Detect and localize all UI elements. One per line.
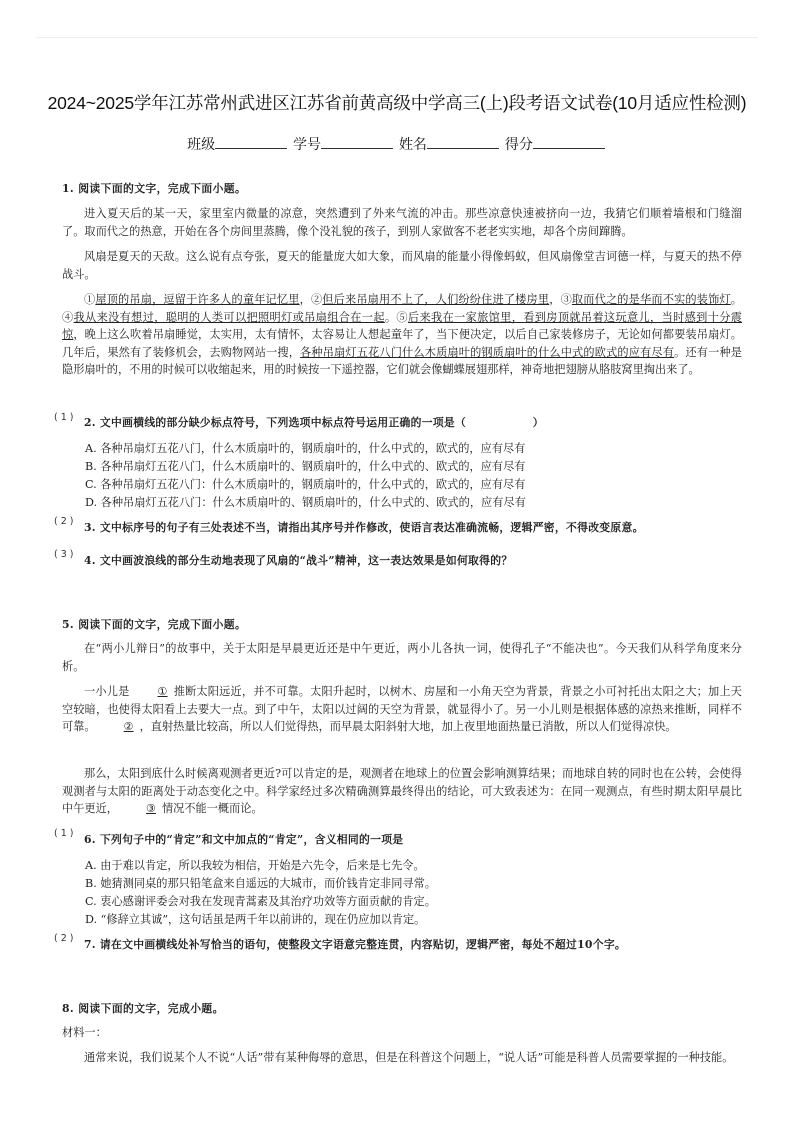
option-a[interactable]: A. 各种吊扇灯五花八门，什么木质扇叶的，钢质扇叶的，什么中式的，欧式的，应有尽有 (85, 442, 526, 455)
score-field[interactable] (533, 136, 605, 149)
q5-paragraph-2: 一小儿是 ① 推断太阳远近，并不可靠。太阳升起时，以树木、房屋和一小角天空为背景，背景之小可衬托出太阳之大；加上天空较暗，也使得太阳看上去要大一点。到了中午，太阳以过阔的天空为背景，就显得小了。另一小儿则是根据体感的凉热来推断，同样不可靠。 ② ，直射热量比较高，所以人们觉得热，而早晨太阳斜射大地，加上夜里地面热量已消散，所以人们觉得凉快。 (62, 683, 742, 736)
option-d[interactable]: D. 各种吊扇灯五花八门：什么木质扇叶的、钢质扇叶的，什么中式的、欧式的，应有尽有 (85, 496, 526, 509)
q1-paragraph-3: ①屋顶的吊扇，逗留于许多人的童年记忆里，②但后来吊扇用不上了，人们纷纷住进了楼房里，③取而代之的是华而不实的装饰灯。④我从来没有想过，聪明的人类可以把照明灯或吊扇组合在一起。⑤后来我在一家旅馆里，看到房顶就吊着这玩意儿，当时感到十分震惊，晚上这么吹着吊扇睡觉，太实用，太有情怀，太容易让人想起童年了，当下便决定，以后自己家装修房子，无论如何都要装吊扇灯。几年后，果然有了装修机会，去购物网站一搜，各种吊扇灯五花八门什么木质扇叶的钢质扇叶的什么中式的欧式的应有尽有。还有一种是隐形扇叶的，不用的时候可以收缩起来，用的时候按一下遥控器，它们就会像蝴蝶展翅那样，神奇地把翅膀从胳肢窝里掏出来了。 (62, 293, 742, 376)
name-label: 姓名 (398, 136, 427, 152)
question-3-stem: 3. 文中标序号的句子有三处表述不当，请指出其序号并作修改，使语言表达准确流畅，逻辑严密，不得改变原意。 (84, 521, 644, 534)
q1-paragraph-2: 风扇是夏天的天敌。这么说有点夸张，夏天的能量庞大如大象，而风扇的能量小得像蚂蚁，但风扇像堂吉诃德一样，与夏天的热不停战斗。 (62, 250, 742, 281)
option-b[interactable]: B. 各种吊扇灯五花八门，什么木质扇叶的、钢质扇叶的，什么中式的、欧式的，应有尽有 (85, 460, 526, 473)
blank-2[interactable]: ② (123, 720, 134, 733)
underlined-sentence-5: 后来我在一家旅馆里，看到房顶就吊着这玩意儿，当时感到十分震惊 (62, 310, 742, 341)
student-info-line (0, 134, 794, 154)
question-5-heading: 5. 阅读下面的文字，完成下面小题。 (62, 618, 247, 631)
blank-3[interactable]: ③ (145, 802, 156, 815)
option-c[interactable]: C. 衷心感谢评委会对我在发现青蒿素及其治疗功效等方面贡献的肯定。 (85, 895, 436, 908)
question-6-stem: 6. 下列句子中的“肯定”和文中加点的“肯定”，含义相同的一项是 (84, 833, 404, 846)
question-4-stem: 4. 文中画波浪线的部分生动地表现了风扇的“战斗”精神，这一表达效果是如何取得的？ (84, 554, 513, 567)
q8-paragraph-1: 通常来说，我们说某个人不说“人话”带有某种侮辱的意思，但是在科普这个问题上，“说人话”可能是科普人员需要掌握的一种技能。 (84, 1051, 734, 1064)
question-7-stem: 7. 请在文中画横线处补写恰当的语句，使整段文字语意完整连贯，内容贴切，逻辑严密，每处不超过10个字。 (84, 938, 627, 951)
subquestion-number: ( 1 ) (54, 828, 74, 839)
question-2-stem: 2. 文中画横线的部分缺少标点符号，下列选项中标点符号运用正确的一项是（ ） (84, 416, 544, 429)
underlined-sentence-4: 我从来没有想过，聪明的人类可以把照明灯或吊扇组合在一起 (73, 310, 385, 324)
underlined-sentence-2: 但后来吊扇用不上了，人们纷纷住进了楼房里 (322, 293, 550, 306)
top-rule (36, 37, 758, 38)
option-a[interactable]: A. 由于难以肯定，所以我较为相信，开始是六先令，后来是七先令。 (85, 859, 425, 872)
subquestion-number: ( 2 ) (54, 933, 74, 944)
underlined-missing-punctuation: 各种吊扇灯五花八门什么木质扇叶的钢质扇叶的什么中式的欧式的应有尽有 (300, 345, 675, 359)
class-field[interactable] (215, 136, 287, 149)
option-b[interactable]: B. 她猜测同桌的那只铅笔盒来自遥远的大城市，而价钱肯定非同寻常。 (85, 877, 436, 890)
option-d[interactable]: D. “修辞立其诚”，这句话虽是两千年以前讲的，现在仍应加以肯定。 (85, 913, 426, 926)
subquestion-number: ( 2 ) (54, 516, 74, 527)
q5-paragraph-1: 在“两小儿辩日”的故事中，关于太阳是早晨更近还是中午更近，两小儿各执一词，使得孔子“不能决也”。今天我们从科学角度来分析。 (62, 642, 742, 673)
subquestion-number: ( 1 ) (54, 412, 74, 423)
class-label: 班级 (187, 136, 216, 152)
name-field[interactable] (427, 136, 499, 149)
option-c[interactable]: C. 各种吊扇灯五花八门：什么木质扇叶的，钢质扇叶的，什么中式的，欧式的，应有尽有 (85, 478, 526, 491)
score-label: 得分 (504, 136, 533, 152)
q1-paragraph-1: 进入夏天后的某一天，家里室内微量的凉意，突然遭到了外来气流的冲击。那些凉意快速被挤向一边，我猜它们顺着墙根和门缝溜了。取而代之的热意，开始在各个房间里蒸腾，像个没礼貌的孩子，到别人家做客不老老实实地，却各个房间蹿腾。 (62, 207, 742, 238)
id-field[interactable] (321, 136, 393, 149)
page-title: 2024~2025学年江苏常州武进区江苏省前黄高级中学高三(上)段考语文试卷(10月适应性检测) (47, 93, 747, 113)
material-label: 材料一： (62, 1026, 107, 1039)
underlined-sentence-3: 取而代之的是华而不实的装饰灯 (571, 293, 731, 306)
q5-paragraph-3: 那么，太阳到底什么时候离观测者更近?可以肯定的是，观测者在地球上的位置会影响测算结果；而地球自转的同时也在公转，会使得观测者与太阳的距离处于动态变化之中。科学家经过多次精确测算最终得出的结论，可大致表述为：在同一观测点，有些时期太阳早晨比中午更近， ③ 情况不能一概而论。 (62, 765, 742, 818)
subquestion-number: ( 3 ) (54, 549, 74, 560)
question-1-heading: 1. 阅读下面的文字，完成下面小题。 (62, 182, 247, 195)
underlined-sentence-1: 屋顶的吊扇，逗留于许多人的童年记忆里 (95, 293, 300, 306)
id-label: 学号 (293, 136, 322, 152)
question-8-heading: 8. 阅读下面的文字，完成小题。 (62, 1002, 224, 1015)
blank-1[interactable]: ① (157, 685, 168, 698)
